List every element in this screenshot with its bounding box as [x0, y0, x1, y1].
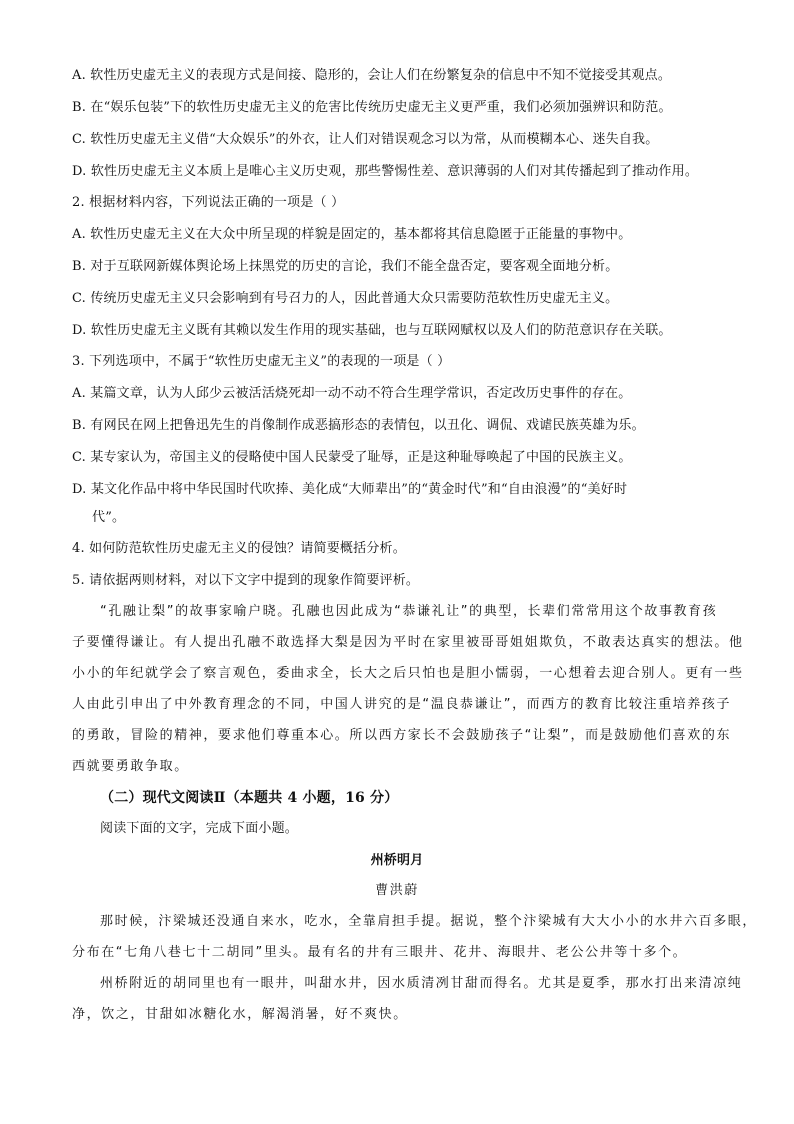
q1-option-c: C. 软性历史虚无主义借“大众娱乐”的外衣，让人们对错误观念习以为常，从而模糊本心、迷失自我。 — [72, 132, 659, 147]
section-heading: （二）现代文阅读Ⅱ（本题共 4 小题，16 分） — [100, 790, 399, 806]
passage-line: 西就要勇敢争取。 — [72, 759, 189, 774]
q5-stem: 5. 请依据两则材料，对以下文字中提到的现象作简要评析。 — [72, 573, 420, 588]
q2-option-d: D. 软性历史虚无主义既有其赖以发生作用的现实基础，也与互联网赋权以及人们的防范意识存在关联。 — [72, 323, 672, 338]
passage-line: 人由此引申出了中外教育理念的不同，中国人讲究的是“温良恭谦让”，而西方的教育比较注重培养孩子 — [72, 697, 732, 712]
q4-stem: 4. 如何防范软性历史虚无主义的侵蚀？请简要概括分析。 — [72, 541, 406, 556]
q1-option-a: A. 软性历史虚无主义的表现方式是间接、隐形的，会让人们在纷繁复杂的信息中不知不觉接受其观点。 — [72, 68, 672, 83]
q2-stem: 2. 根据材料内容，下列说法正确的一项是（ ） — [72, 195, 345, 210]
q3-option-c: C. 某专家认为，帝国主义的侵略使中国人民蒙受了耻辱，正是这种耻辱唤起了中国的民族主义。 — [72, 450, 632, 465]
q3-option-d-cont: 代”。 — [92, 510, 126, 525]
passage-line: 子要懂得谦让。有人提出孔融不敢选择大梨是因为平时在家里被哥哥姐姐欺负，不敢表达真实的想法。他 — [72, 635, 744, 650]
passage-line: 的勇敢，冒险的精神，要求他们尊重本心。所以西方家长不会鼓励孩子“让梨”，而是鼓励他们喜欢的东 — [72, 728, 732, 743]
section-instruction: 阅读下面的文字，完成下面小题。 — [100, 821, 299, 836]
article-title: 州桥明月 — [370, 853, 424, 868]
q2-option-c: C. 传统历史虚无主义只会影响到有号召力的人，因此普通大众只需要防范软性历史虚无主义。 — [72, 291, 619, 306]
q3-stem: 3. 下列选项中，不属于“软性历史虚无主义”的表现的一项是（ ） — [72, 354, 451, 369]
q3-option-d: D. 某文化作品中将中华民国时代吹捧、美化成“大师辈出”的“黄金时代”和“自由浪漫”的“美好时 — [72, 482, 628, 497]
q1-option-b: B. 在“娱乐包装”下的软性历史虚无主义的危害比传统历史虚无主义更严重，我们必须加强辨识和防范。 — [72, 100, 672, 115]
article-paragraph-line: 净，饮之，甘甜如冰糖化水，解渴消暑，好不爽快。 — [72, 1007, 408, 1022]
q2-option-b: B. 对于互联网新媒体舆论场上抹黑党的历史的言论，我们不能全盘否定，要客观全面地分析。 — [72, 259, 619, 274]
q2-option-a: A. 软性历史虚无主义在大众中所呈现的样貌是固定的，基本都将其信息隐匿于正能量的事物中。 — [72, 227, 632, 242]
q1-option-d: D. 软性历史虚无主义本质上是唯心主义历史观，那些警惕性差、意识薄弱的人们对其传播起到了推动作用。 — [72, 164, 699, 179]
passage-line: 小小的年纪就学会了察言观色，委曲求全，长大之后只怕也是胆小懦弱，一心想着去迎合别人。更有一些 — [72, 666, 744, 681]
article-paragraph-line: 州桥附近的胡同里也有一眼井，叫甜水井，因水质清冽甘甜而得名。尤其是夏季，那水打出来清凉纯 — [100, 976, 743, 991]
article-paragraph-line: 那时候，汴梁城还没通自来水，吃水，全靠肩担手提。据说，整个汴梁城有大大小小的水井六百多眼， — [100, 914, 758, 929]
q3-option-b: B. 有网民在网上把鲁迅先生的肖像制作成恶搞形态的表情包，以丑化、调侃、戏谑民族英雄为乐。 — [72, 418, 645, 433]
article-author: 曹洪蔚 — [375, 883, 419, 898]
passage-line: “孔融让梨”的故事家喻户晓。孔融也因此成为“恭谦礼让”的典型，长辈们常常用这个故事教育孩 — [100, 604, 718, 619]
q3-option-a: A. 某篇文章，认为人邱少云被活活烧死却一动不动不符合生理学常识，否定改历史事件的存在。 — [72, 386, 632, 401]
article-paragraph-line: 分布在“七角八巷七十二胡同”里头。最有名的井有三眼井、花井、海眼井、老公公井等十多个。 — [72, 945, 688, 960]
